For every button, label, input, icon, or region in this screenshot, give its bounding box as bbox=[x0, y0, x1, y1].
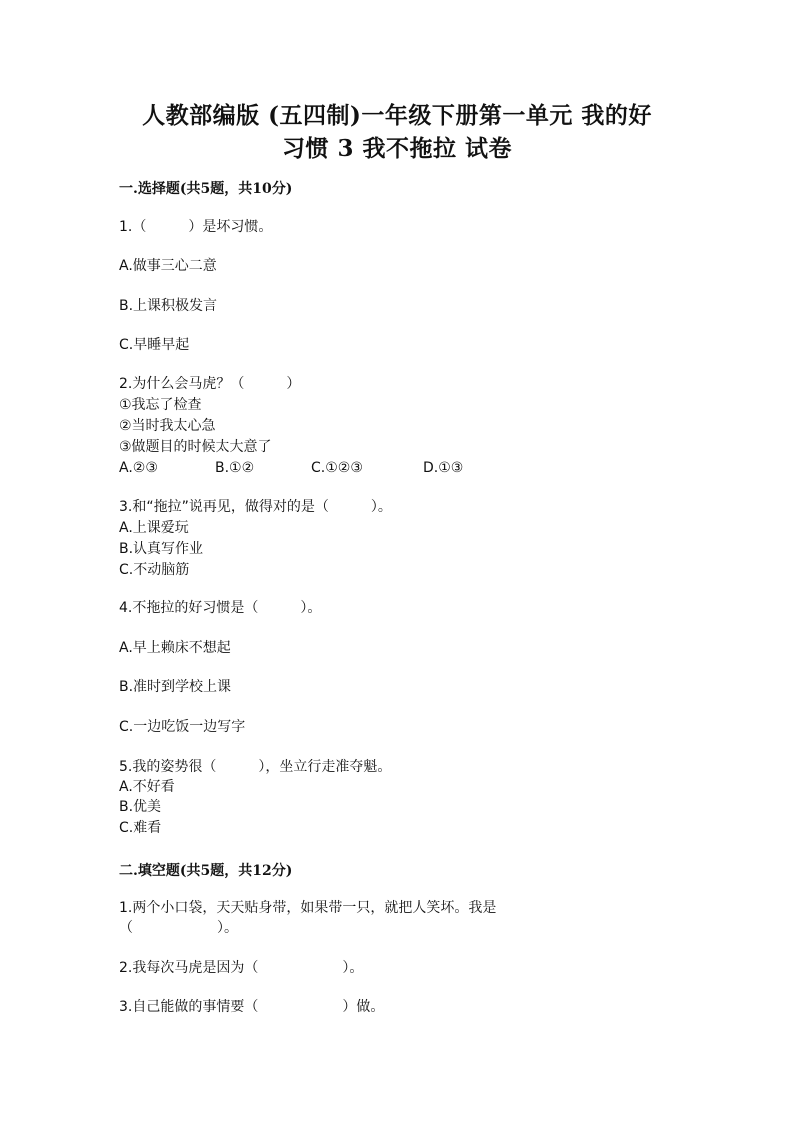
question-4-stem: 4.不拖拉的好习惯是（ ）。 bbox=[119, 600, 322, 616]
exam-title-line1: 人教部编版 (五四制)一年级下册第一单元 我的好 bbox=[142, 102, 652, 129]
question-5-option-b: B.优美 bbox=[119, 799, 162, 815]
question-2-statement-2: ②当时我太心急 bbox=[119, 418, 216, 434]
question-2-option-a: A.②③ bbox=[119, 460, 158, 476]
fill-question-1-line1: 1.两个小口袋，天天贴身带，如果带一只，就把人笑坏。我是 bbox=[119, 900, 497, 916]
section-heading-choice: 一.选择题(共5题，共10分) bbox=[119, 181, 293, 197]
question-4-option-c: C.一边吃饭一边写字 bbox=[119, 719, 246, 735]
question-2-statement-3: ③做题目的时候太大意了 bbox=[119, 439, 272, 455]
question-5-option-a: A.不好看 bbox=[119, 779, 175, 795]
question-2-option-d: D.①③ bbox=[423, 460, 464, 476]
fill-question-3: 3.自己能做的事情要（ ）做。 bbox=[119, 999, 385, 1015]
question-1-option-b: B.上课积极发言 bbox=[119, 298, 218, 314]
question-4-option-b: B.准时到学校上课 bbox=[119, 679, 232, 695]
question-3-option-b: B.认真写作业 bbox=[119, 541, 204, 557]
question-1-option-a: A.做事三心二意 bbox=[119, 258, 217, 274]
question-5-option-c: C.难看 bbox=[119, 820, 162, 836]
fill-question-1-line2: （ ）。 bbox=[119, 920, 238, 936]
question-2-statement-1: ①我忘了检查 bbox=[119, 397, 202, 413]
question-1-option-c: C.早睡早起 bbox=[119, 337, 190, 353]
question-2-option-c: C.①②③ bbox=[311, 460, 363, 476]
fill-question-2: 2.我每次马虎是因为（ ）。 bbox=[119, 960, 364, 976]
question-2-option-b: B.①② bbox=[215, 460, 255, 476]
question-3-stem: 3.和“拖拉”说再见，做得对的是（ ）。 bbox=[119, 499, 392, 515]
question-1-stem: 1.（ ）是坏习惯。 bbox=[119, 219, 273, 235]
section-heading-fill-blank: 二.填空题(共5题，共12分) bbox=[119, 863, 293, 879]
question-4-option-a: A.早上赖床不想起 bbox=[119, 640, 231, 656]
question-3-option-a: A.上课爱玩 bbox=[119, 520, 189, 536]
question-3-option-c: C.不动脑筋 bbox=[119, 562, 190, 578]
question-2-stem: 2.为什么会马虎？（ ） bbox=[119, 376, 301, 392]
question-5-stem: 5.我的姿势很（ ），坐立行走准夺魁。 bbox=[119, 759, 392, 775]
exam-title-line2: 习惯 3 我不拖拉 试卷 bbox=[281, 135, 513, 162]
question-2-options bbox=[119, 458, 463, 478]
